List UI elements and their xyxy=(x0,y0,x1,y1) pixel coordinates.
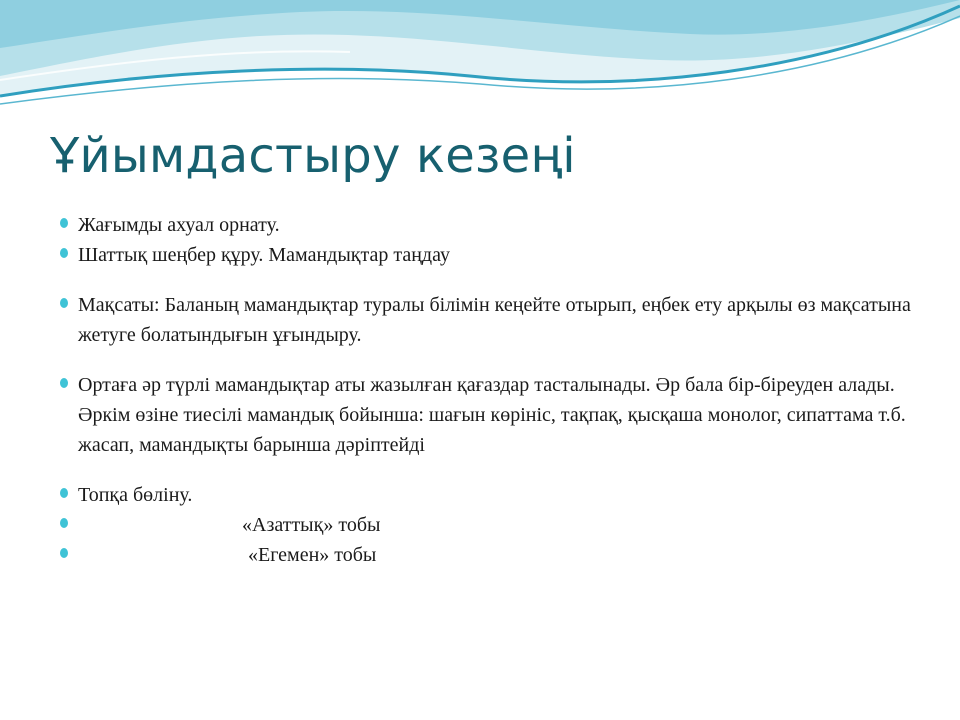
bullet-item xyxy=(60,240,920,270)
bullet-text: Ортаға әр түрлі мамандықтар аты жазылған қағаздар тасталынады. Әр бала бір-біреуден алады. Әркім өзіне тиесілі мамандық бойынша: шағын көрініс, тақпақ, қысқаша монолог, сипаттама т.б. жасап, мамандықты барынша дәріптейді xyxy=(78,374,906,456)
bullet-dot-icon xyxy=(60,378,68,388)
bullet-text: «Азаттық» тобы xyxy=(242,514,381,536)
bullet-text: Жағымды ахуал орнату. xyxy=(78,214,280,236)
bullet-text: Шаттық шеңбер құру. Мамандықтар таңдау xyxy=(78,244,450,266)
bullet-text: Топқа бөліну. xyxy=(78,484,193,506)
slide-title: Ұйымдастыру кезеңі xyxy=(50,128,576,184)
bullet-dot-icon xyxy=(60,298,68,308)
bullet-item-group xyxy=(60,540,920,570)
bullet-text: Мақсаты: Баланың мамандықтар туралы білімін кеңейте отырып, еңбек ету арқылы өз мақсатына жетуге болатындығын ұғындыру. xyxy=(78,294,911,346)
spacer xyxy=(60,460,920,480)
spacer xyxy=(60,350,920,370)
bullet-list xyxy=(60,210,920,570)
bullet-dot-icon xyxy=(60,248,68,258)
bullet-item xyxy=(60,210,920,240)
bullet-dot-icon xyxy=(60,548,68,558)
bullet-dot-icon xyxy=(60,488,68,498)
bullet-text: «Егемен» тобы xyxy=(248,544,377,566)
bullet-item xyxy=(60,370,920,460)
decorative-wave-banner xyxy=(0,0,960,130)
bullet-item xyxy=(60,480,920,510)
bullet-dot-icon xyxy=(60,218,68,228)
spacer xyxy=(60,270,920,290)
bullet-dot-icon xyxy=(60,518,68,528)
bullet-item-group xyxy=(60,510,920,540)
bullet-item xyxy=(60,290,920,350)
